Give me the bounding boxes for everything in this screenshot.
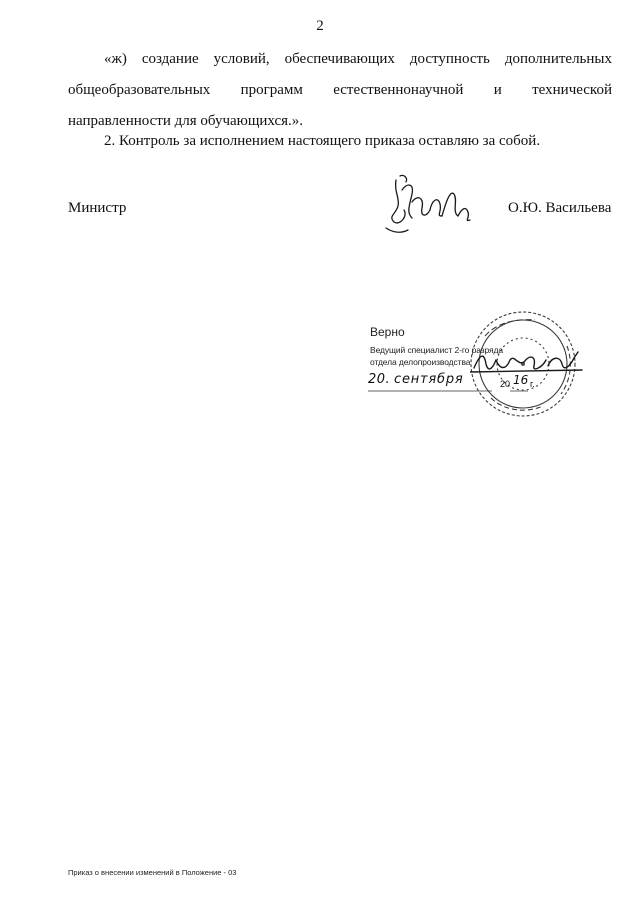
paragraph-control-clause: 2. Контроль за исполнением настоящего приказа оставляю за собой.: [104, 133, 541, 149]
minister-signature-icon: [378, 172, 488, 247]
date-day: 20.: [368, 372, 391, 387]
footer-document-name: Приказ о внесении изменений в Положение - 03: [68, 868, 237, 877]
signatory-title: Министр: [68, 200, 127, 216]
certification-title: Верно: [370, 325, 405, 339]
date-year-label: г.: [530, 379, 535, 389]
certification-position-line: Ведущий специалист 2-го разряда: [370, 345, 504, 355]
signatory-name: О.Ю. Васильева: [508, 200, 612, 216]
page-number: 2: [316, 18, 324, 34]
date-year-prefix: 20: [500, 379, 511, 389]
date-month: сентября: [394, 372, 464, 387]
certification-date: [366, 372, 611, 394]
certification-department-line: отдела делопроизводства: [370, 357, 471, 367]
paragraph-item-zh: «ж) создание условий, обеспечивающих доступность дополнительных общеобразовательных программ естественнонаучной и технической направленности для обучающихся.».: [68, 51, 612, 129]
date-year-suffix: 16: [513, 373, 529, 387]
date-underline-icon: [366, 372, 566, 394]
